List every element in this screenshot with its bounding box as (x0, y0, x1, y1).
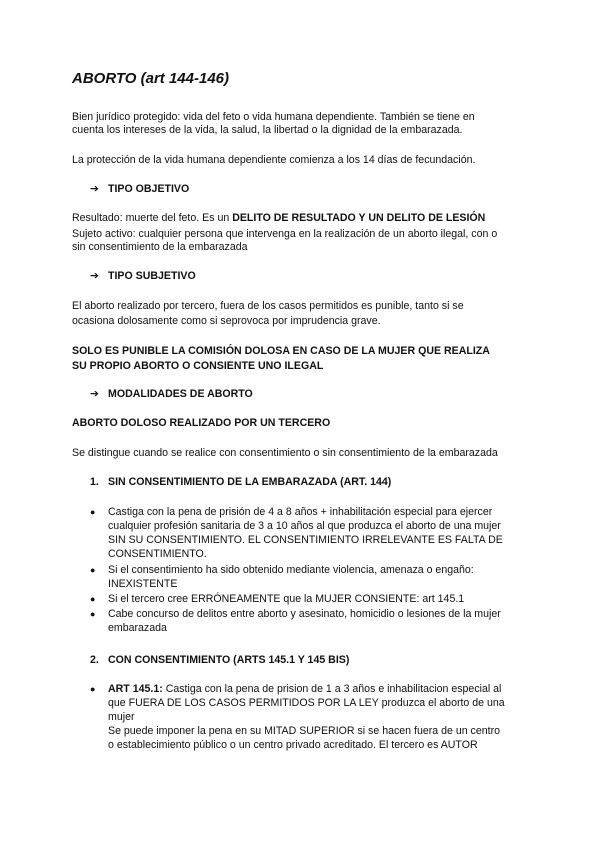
bullet-icon: ● (90, 609, 96, 619)
tipo-objetivo-heading: ➔ TIPO OBJETIVO (90, 183, 190, 195)
bullet-icon: ● (90, 565, 96, 575)
distingue-text: Se distingue cuando se realice con consentimiento o sin consentimiento de la embarazada (72, 447, 498, 459)
arrow-icon: ➔ (90, 388, 99, 400)
modalidades-heading: ➔ MODALIDADES DE ABORTO (90, 388, 253, 400)
bullet-icon: ● (90, 594, 96, 604)
intro-line-1: Bien jurídico protegido: vida del feto o vida humana dependiente. También se tiene en (72, 111, 475, 123)
bullet-icon: ● (90, 507, 96, 517)
con-consentimiento-heading: 2. CON CONSENTIMIENTO (ARTS 145.1 Y 145 BIS) (90, 654, 350, 666)
sujeto-line-1: Sujeto activo: cualquier persona que intervenga en la realización de un aborto ilegal, con o (72, 228, 498, 240)
tipo-subjetivo-heading: ➔ TIPO SUBJETIVO (90, 270, 196, 282)
arrow-icon: ➔ (90, 183, 99, 195)
document-page: ABORTO (art 144-146) Bien jurídico protegido: vida del feto o vida humana dependiente. También se tiene en cuenta los intereses de la vida, la salud, la libertad o la dignidad de la embarazada. La protección de la vida humana dependiente comienza a los 14 días de fecundación. ➔ TIPO OBJETIVO Resultado: muerte del feto. Es un DELITO DE RESULTADO Y UN DELITO DE LESIÓN Sujeto activo: cualquier persona que intervenga en la realización de un aborto ilegal, con o sin consentimiento de la embarazada ➔ TIPO SUBJETIVO El aborto realizado por tercero, fuera de los casos permitidos es punible, tanto si se ocasiona dolosamente como si seprovoca por imprudencia grave. SOLO ES PUNIBLE LA COMISIÓN DOLOSA EN CASO DE LA MUJER QUE REALIZA SU PROPIO ABORTO O CONSIENTE UNO ILEGAL ➔ MODALIDADES DE ABORTO ABORTO DOLOSO REALIZADO POR UN TERCERO Se distingue cuando se realice con consentimiento o sin consentimiento de la embarazada 1. SIN CONSENTIMIENTO DE LA EMBARAZADA (ART. 144) ● Castiga con la pena de prisión de 4 a 8 años + inhabilitación especial para ejercer cualquier profesión sanitaria de 3 a 10 años al que produzca el aborto de una mujer SIN SU CONSENTIMIENTO. EL CONSENTIMIENTO IRRELEVANTE ES FALTA DE CONSENTIMIENTO. ● Si el consentimiento ha sido obtenido mediante violencia, amenaza o engaño: INEXISTENTE ● Si el tercero cree ERRÓNEAMENTE que la MUJER CONSIENTE: art 145.1 ● Cabe concurso de delitos entre aborto y asesinato, homicidio o lesiones de la mujer embarazada 2. CON CONSENTIMIENTO (ARTS 145.1 Y 145 BIS) ● ART 145.1: Castiga con la pena de prision de 1 a 3 años e inhabilitacion especial al que FUERA DE LOS CASOS PERMITIDOS POR LA LEY produzca el aborto de una mujer Se puede imponer la pena en su MITAD SUPERIOR si se hacen fuera de un centro o establecimiento público o un centro privado acreditado. El tercero es AUTOR (72, 70, 505, 751)
sujeto-line-2: sin consentimiento de la embarazada (72, 241, 248, 253)
solo-punible-line-1: SOLO ES PUNIBLE LA COMISIÓN DOLOSA EN CASO DE LA MUJER QUE REALIZA (72, 345, 490, 357)
bullet-icon: ● (90, 684, 96, 694)
page-title: ABORTO (art 144-146) (72, 70, 230, 87)
resultado-text: Resultado: muerte del feto. Es un DELITO DE RESULTADO Y UN DELITO DE LESIÓN (72, 212, 486, 224)
intro-line-2: cuenta los intereses de la vida, la salud, la libertad o la dignidad de la embarazada. (72, 124, 463, 136)
sin-consentimiento-heading: 1. SIN CONSENTIMIENTO DE LA EMBARAZADA (ART. 144) (90, 476, 392, 488)
solo-punible-line-2: SU PROPIO ABORTO O CONSIENTE UNO ILEGAL (72, 360, 324, 372)
arrow-icon: ➔ (90, 270, 99, 282)
subjetivo-line-2: ocasiona dolosamente como si seprovoca por imprudencia grave. (72, 315, 381, 327)
protection-text: La protección de la vida humana dependiente comienza a los 14 días de fecundación. (72, 154, 476, 166)
subjetivo-line-1: El aborto realizado por tercero, fuera de los casos permitidos es punible, tanto si se (72, 300, 464, 312)
doloso-heading: ABORTO DOLOSO REALIZADO POR UN TERCERO (72, 417, 331, 429)
